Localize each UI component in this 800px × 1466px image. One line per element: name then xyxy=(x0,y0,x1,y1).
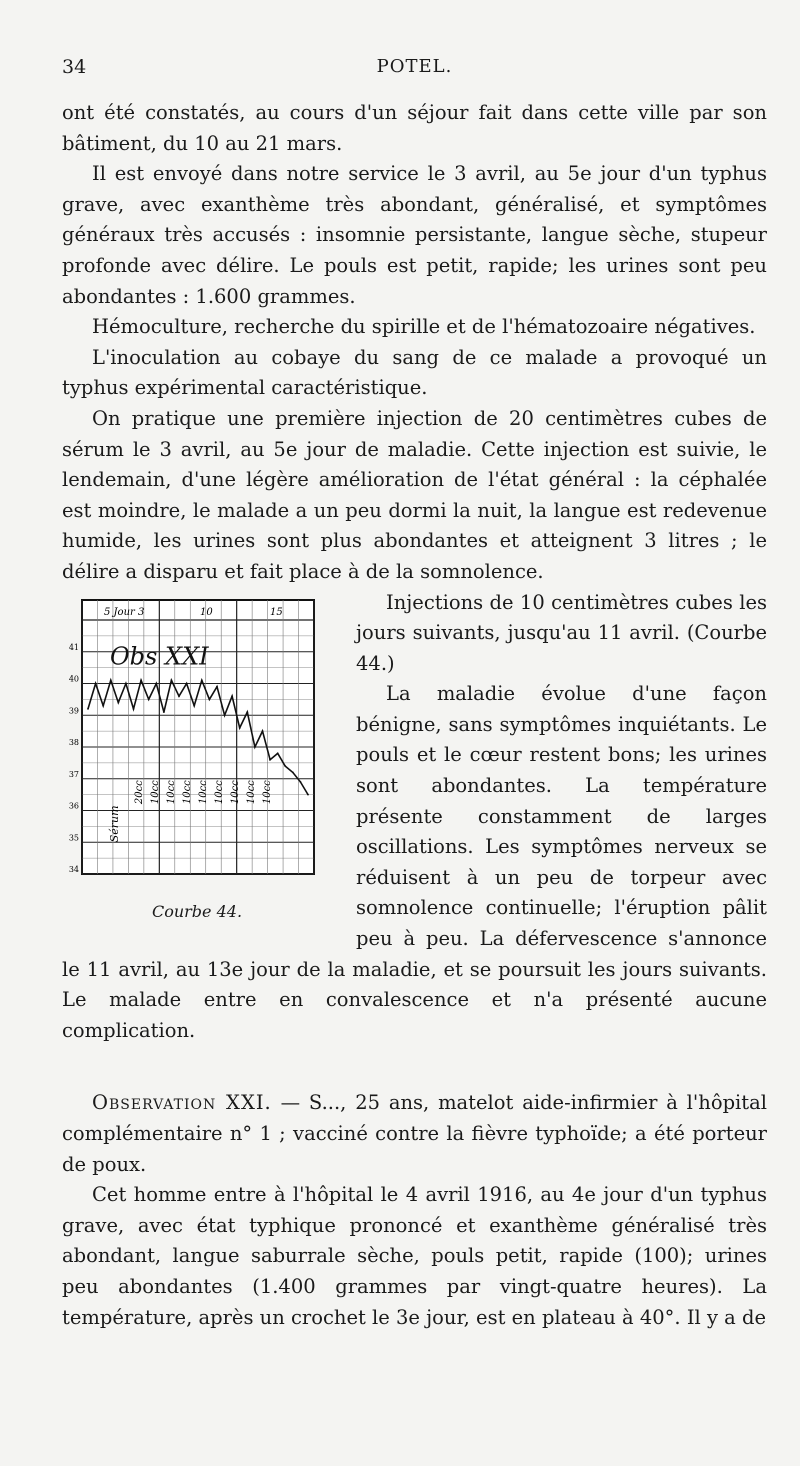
y-tick-label: 37 xyxy=(68,769,79,779)
y-tick-label: 36 xyxy=(68,801,79,810)
body-text xyxy=(62,98,767,1333)
temperature-point xyxy=(140,679,142,681)
temperature-point xyxy=(193,704,195,706)
temperature-point xyxy=(300,781,302,783)
dose-label: 10cc xyxy=(182,779,193,804)
observation-paragraph xyxy=(62,1088,767,1180)
paragraph: Hémoculture, recherche du spirille et de l'hématozoaire négatives. xyxy=(92,315,756,339)
temperature-point xyxy=(208,698,210,700)
y-tick-label: 34 xyxy=(68,864,79,874)
temperature-point xyxy=(171,679,173,681)
temperature-point xyxy=(186,682,188,684)
y-tick-label: 39 xyxy=(68,705,79,715)
temperature-point xyxy=(292,771,294,773)
dose-label: 10cc xyxy=(262,779,273,804)
observation-text: — S..., 25 ans, matelot aide-infirmier à l'hôpital complémentaire n° 1 ; vacciné contre la fièvre typhoïde; a été porteur de poux. xyxy=(62,1091,767,1176)
y-tick-label: 35 xyxy=(68,832,79,842)
temperature-chart xyxy=(62,592,324,882)
day-label: 5 Jour 3 xyxy=(104,606,145,618)
dose-label: 10cc xyxy=(166,779,177,804)
temperature-point xyxy=(117,701,119,703)
y-tick-label: 38 xyxy=(68,737,79,747)
paragraph: Injections de 10 centimètres cubes les jours suivants, jusqu'au 11 avril. (Courbe 44.) xyxy=(356,590,767,675)
serum-label: Sérum xyxy=(108,804,121,842)
temperature-point xyxy=(133,708,135,710)
temperature-point xyxy=(224,714,226,716)
paragraph: On pratique une première injection de 20 centimètres cubes de sérum le 3 avril, au 5e jour de maladie. Cette injection est suivie, le lendemain, d'une légère amélioration de l'état général : la céphalée est moindre, le malade a un peu dormi la nuit, la langue est redevenue humide, les urines sont plus abondantes et atteignent 3 litres ; le délire a disparu et fait place à de la somnolence. xyxy=(62,406,767,583)
running-head: POTEL. xyxy=(376,56,453,77)
temperature-point xyxy=(125,682,127,684)
chart-title: Obs XXI xyxy=(110,641,209,670)
paragraph: L'inoculation au cobaye du sang de ce malade a provoqué un typhus expérimental caractéristique. xyxy=(62,345,767,400)
temperature-point xyxy=(148,698,150,700)
page-number: 34 xyxy=(62,56,87,78)
temperature-point xyxy=(284,765,286,767)
temperature-point xyxy=(307,793,309,795)
dose-label: 10cc xyxy=(198,779,209,804)
figure-caption: Courbe 44. xyxy=(151,902,243,922)
temperature-point xyxy=(110,679,112,681)
y-tick-label: 40 xyxy=(68,674,79,683)
dose-label: 10cc xyxy=(230,779,241,804)
temperature-point xyxy=(269,758,271,760)
section-gap xyxy=(62,1046,767,1088)
temperature-point xyxy=(163,711,165,713)
temperature-point xyxy=(95,682,97,684)
paragraph: Il est envoyé dans notre service le 3 avril, au 5e jour d'un typhus grave, avec exanthème très abondant, généralisé, et symptômes généraux très accusés : insomnie persistante, langue sèche, stupeur profonde avec délire. Le pouls est petit, rapide; les urines sont peu abondantes : 1.600 grammes. xyxy=(62,162,767,308)
temperature-point xyxy=(231,695,233,697)
paragraph: ont été constatés, au cours d'un séjour fait dans cette ville par son bâtiment, du 10 au 21 mars. xyxy=(62,101,767,155)
temperature-point xyxy=(201,679,203,681)
dose-label: 20cc xyxy=(134,779,145,804)
temperature-point xyxy=(262,730,264,732)
day-label: 10 xyxy=(200,606,213,618)
temperature-chart-figure xyxy=(62,592,332,934)
paragraph: La maladie évolue d'une façon bénigne, sans symptômes inquiétants. Le pouls et le cœur restent bons; les urines sont abondantes. La température présente constamment de larges oscillations. Les symptômes nerveux se réduisent à un peu de torpeur avec somnolence continuelle; l'éruption pâlit peu à peu. La défervescence s'annonce le 11 avril, au 13e jour de la maladie, et se poursuit les jours suivants. Le malade entre en convalescence et n'a présenté aucune complication. xyxy=(62,682,767,1042)
dose-label: 10cc xyxy=(214,779,225,804)
temperature-point xyxy=(277,752,279,754)
temperature-point xyxy=(254,746,256,748)
temperature-point xyxy=(216,685,218,687)
temperature-point xyxy=(178,695,180,697)
page-header xyxy=(62,56,767,86)
temperature-point xyxy=(102,704,104,706)
temperature-point xyxy=(246,711,248,713)
y-tick-label: 41 xyxy=(68,642,79,652)
dose-label: 10cc xyxy=(246,779,257,804)
temperature-point xyxy=(155,682,157,684)
day-label: 15 xyxy=(270,606,283,618)
paragraph: Cet homme entre à l'hôpital le 4 avril 1916, au 4e jour d'un typhus grave, avec état typhique prononcé et exanthème généralisé très abondant, langue saburrale sèche, pouls petit, rapide (100); urines peu abondantes (1.400 grammes par vingt-quatre heures). La température, après un crochet le 3e jour, est en plateau à 40°. Il y a de xyxy=(62,1183,767,1329)
temperature-point xyxy=(239,727,241,729)
dose-label: 10cc xyxy=(150,779,161,804)
temperature-point xyxy=(87,708,89,710)
observation-label: Observation XXI. xyxy=(92,1091,272,1115)
